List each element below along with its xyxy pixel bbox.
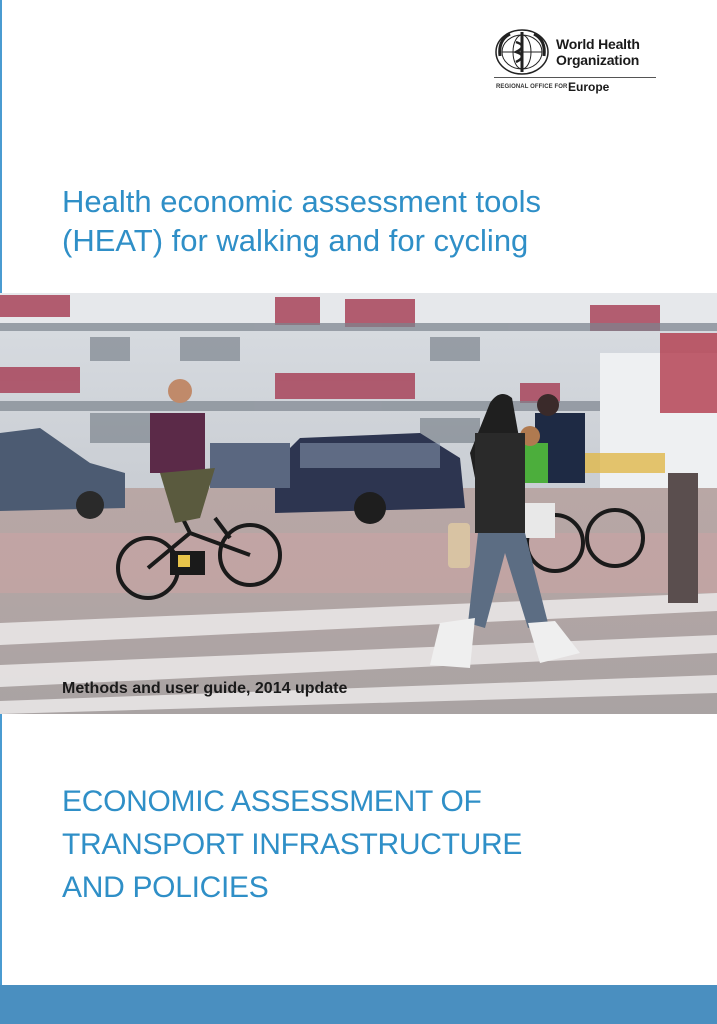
who-emblem-icon xyxy=(494,28,550,76)
who-europe-logo xyxy=(494,28,664,100)
regional-office-label: REGIONAL OFFICE FOR xyxy=(496,84,568,90)
region-label: Europe xyxy=(568,80,610,94)
bottom-color-bar xyxy=(0,985,717,1024)
logo-divider xyxy=(494,77,656,78)
document-title: Health economic assessment tools (HEAT) for walking and for cycling xyxy=(62,184,542,258)
series-title: ECONOMIC ASSESSMENT OF TRANSPORT INFRASTRUCTURE AND POLICIES xyxy=(62,785,523,904)
cover-photo xyxy=(0,293,717,714)
edition-subtitle: Methods and user guide, 2014 update xyxy=(62,680,348,697)
organization-name: World Health Organization xyxy=(556,36,640,68)
